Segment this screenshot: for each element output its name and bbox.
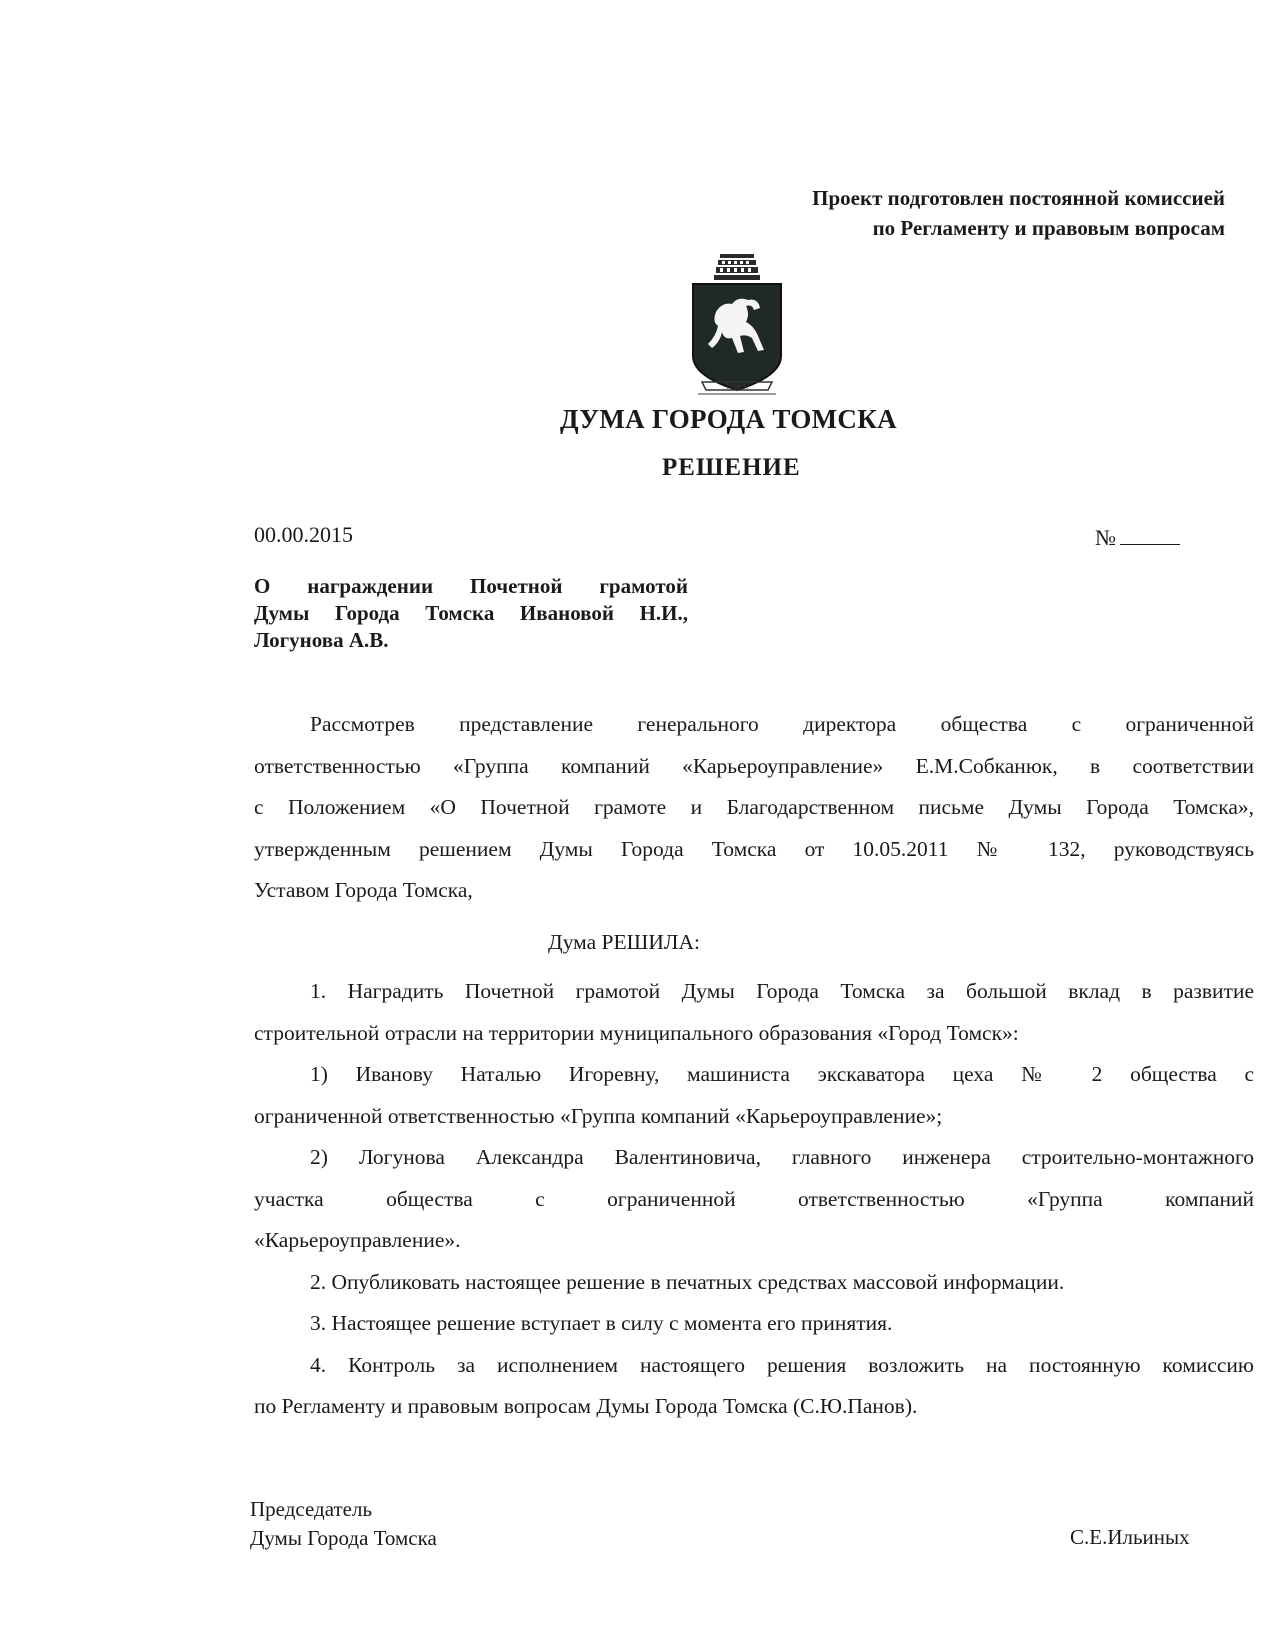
item-1-2-line-1: 2) Логунова Александра Валентиновича, главного инженера строительно-монтажного	[310, 1145, 1254, 1169]
number-label: №	[1095, 525, 1116, 550]
document-date: 00.00.2015	[254, 522, 353, 547]
item-1-2-line-2: участка общества с ограниченной ответственностью «Группа компаний	[254, 1186, 1254, 1211]
prepared-by-note	[812, 183, 1225, 243]
document-subject	[254, 573, 688, 654]
signature-name: С.Е.Ильиных	[1070, 1525, 1190, 1549]
item-1-1-line-1: 1) Иванову Наталью Игоревну, машиниста экскаватора цеха № 2 общества с	[310, 1062, 1254, 1086]
item-4-line-1: 4. Контроль за исполнением настоящего решения возложить на постоянную комиссию	[310, 1352, 1254, 1377]
prepared-line-1: Проект подготовлен постоянной комиссией	[812, 186, 1225, 210]
item-1-line-2: строительной отрасли на территории муниципального образования «Город Томск»:	[254, 1020, 1019, 1045]
item-1-1-line-2: ограниченной ответственностью «Группа компаний «Карьероуправление»;	[254, 1103, 943, 1128]
item-2: 2. Опубликовать настоящее решение в печатных средствах массовой информации.	[310, 1269, 1065, 1294]
tomsk-coat-of-arms-icon	[688, 252, 786, 402]
prepared-line-2: по Регламенту и правовым вопросам	[872, 216, 1225, 240]
signature-title-line-2: Думы Города Томска	[250, 1526, 437, 1550]
signature-title-line-1: Председатель	[250, 1497, 373, 1521]
preamble-line-1: Рассмотрев представление генерального директора общества с ограниченной	[310, 712, 1254, 736]
item-1-line-1: 1. Наградить Почетной грамотой Думы Города Томска за большой вклад в развитие	[310, 979, 1254, 1003]
subject-line-1: О награждении Почетной грамотой	[254, 574, 688, 598]
preamble-line-4: утвержденным решением Думы Города Томска от 10.05.2011 № 132, руководствуясь	[254, 836, 1254, 861]
number-blank-line	[1120, 524, 1180, 545]
item-1-2-line-3: «Карьероуправление».	[254, 1228, 461, 1252]
signature-title	[250, 1495, 437, 1553]
subject-line-2: Думы Города Томска Ивановой Н.И.,	[254, 601, 688, 625]
document-type: РЕШЕНИЕ	[662, 454, 801, 481]
preamble-line-5: Уставом Города Томска,	[254, 878, 473, 902]
item-4-line-2: по Регламенту и правовым вопросам Думы Города Томска (С.Ю.Панов).	[254, 1394, 918, 1418]
preamble-line-2: ответственностью «Группа компаний «Карьероуправление» Е.М.Собканюк, в соответствии	[254, 753, 1254, 778]
organization-name: ДУМА ГОРОДА ТОМСКА	[560, 404, 897, 434]
document-body	[254, 704, 1254, 1428]
resolved-heading: Дума РЕШИЛА:	[548, 929, 700, 954]
preamble-line-3: с Положением «О Почетной грамоте и Благодарственном письме Думы Города Томска»,	[254, 795, 1254, 819]
item-3: 3. Настоящее решение вступает в силу с момента его принятия.	[310, 1311, 893, 1335]
document-number-field	[1095, 524, 1180, 551]
emblem-motto: ТОМСК	[725, 384, 749, 391]
subject-line-3: Логунова А.В.	[254, 628, 389, 652]
